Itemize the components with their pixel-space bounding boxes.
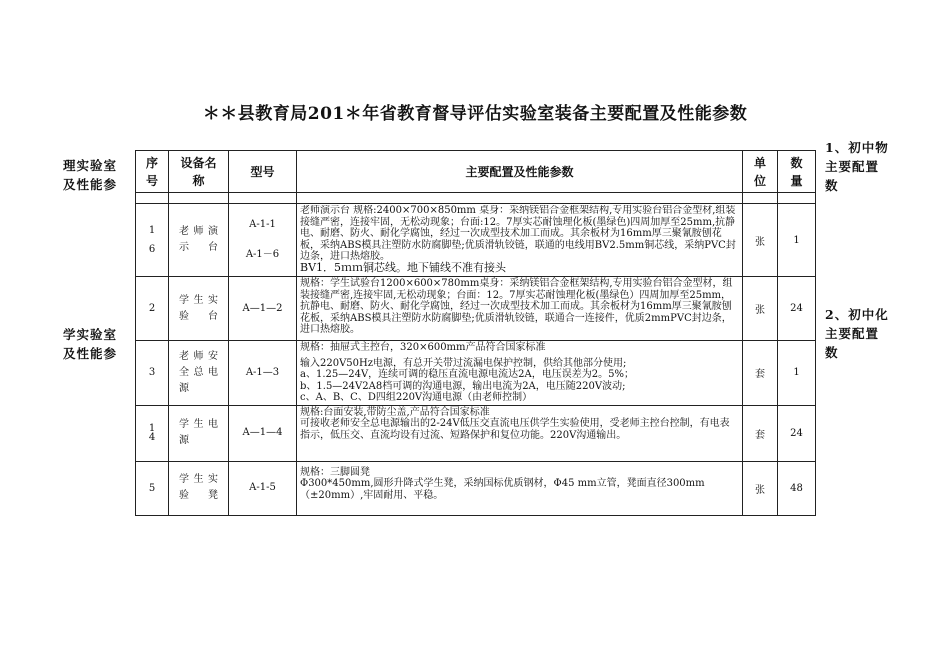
left-label-chemistry xyxy=(63,325,117,363)
right-label-line: 数 xyxy=(825,178,839,193)
row-qty: 24 xyxy=(778,277,816,341)
header-qty: 数 量 xyxy=(778,151,816,193)
row-qty: 48 xyxy=(778,461,816,515)
table-row xyxy=(136,405,816,461)
table-row xyxy=(136,204,816,277)
page-title: ＊＊县教育局201＊年省教育督导评估实验室装备主要配置及性能参数 xyxy=(202,104,748,124)
header-model: 型号 xyxy=(229,151,297,193)
row-params: 规格:台面安装,带防尘盖,产品符合国家标准 可接收老师安全总电源输出的2-24V低压交直流电压供学生实验使用，受老师主控台控制，有电表指示，低压交、直流均设有过流、短路保护和复位功能。220V沟通输出。 xyxy=(297,405,743,461)
left-label-line: 及性能参 xyxy=(63,346,118,361)
row-qty: 1 xyxy=(778,204,816,277)
row-model: A-1-1 A-1－6 xyxy=(229,204,297,277)
right-label-line: 2、初中化 xyxy=(825,307,889,322)
row-unit: 张 xyxy=(743,277,778,341)
header-params: 主要配置及性能参数 xyxy=(297,151,743,193)
right-label-line: 1、初中物 xyxy=(825,140,889,155)
row-unit: 张 xyxy=(743,204,778,277)
equipment-table xyxy=(135,150,816,516)
right-label-physics xyxy=(825,138,889,195)
right-label-line: 主要配置 xyxy=(825,326,880,341)
row-qty: 1 xyxy=(778,341,816,406)
row-name: 学 生 电 源 xyxy=(169,405,229,461)
header-unit: 单 位 xyxy=(743,151,778,193)
table-row xyxy=(136,277,816,341)
row-unit: 套 xyxy=(743,341,778,406)
left-label-line: 及性能参 xyxy=(63,177,118,192)
row-seq: 2 xyxy=(136,277,169,341)
row-params: 规格：抽屉式主控台，320×600mm产品符合国家标准 输入220V50Hz电源，有总开关带过流漏电保护控制，供给其他部分使用; a、1.25—24V，连续可调的稳压直流电源电流达2A，电压误差为2。5%； b、1.5—24V2A8档可调的沟通电源，输出电流为2A，电压随220V波动; c、A、B、C、D四组220V沟通电源（由老师控制） xyxy=(297,341,743,406)
row-params: 规格：学生试验台1200×600×780mm桌身：采纳镁铝合金框架结构,专用实验台铝合金型材，组装接缝严密,连接牢固,无松动现象；台面：12。7厚实芯耐蚀理化板(墨绿色）四周加厚至25mm，抗静电、耐磨、防火、耐化学腐蚀，经过一次成型技术加工而成。其余板材为16mm厚三聚氰胺刨花板，采纳ABS模具注塑防水防腐脚垫;优质滑轨铰链，联通合一连接件，优质2mmPVC封边条，进口热熔胶。 xyxy=(297,277,743,341)
row-model: A—1—4 xyxy=(229,405,297,461)
row-model: A-1—3 xyxy=(229,341,297,406)
row-name: 老 师 安 全 总 电 源 xyxy=(169,341,229,406)
spacer-row xyxy=(136,193,816,204)
table-header-row xyxy=(136,151,816,193)
table-row xyxy=(136,341,816,406)
left-label-line: 学实验室 xyxy=(63,327,118,342)
header-seq: 序 号 xyxy=(136,151,169,193)
right-label-chemistry xyxy=(825,305,889,362)
table-row xyxy=(136,461,816,515)
row-model: A-1-5 xyxy=(229,461,297,515)
header-name: 设备名 称 xyxy=(169,151,229,193)
row-params: 老师演示台 规格:2400×700×850mm 桌身：采纳镁铝合金框架结构,专用实验台铝合金型材,组装接缝严密，连接牢固，无松动现象；台面:12。7厚实芯耐蚀理化板(墨绿色)四周加厚至25mm,抗静电、耐磨、防火、耐化学腐蚀，经过一次成型技术加工而成。其余板材为16mm厚三聚氰胺刨花板，采纳ABS模具注塑防水防腐脚垫;优质滑轨铰链，联通的电线用BV2.5mm铜芯线，采纳PVC封边条，进口热熔胶。 BV1．5ｍｍ铜芯线。地下铺线不准有接头 xyxy=(297,204,743,277)
row-name: 学 生 实 验凳 xyxy=(169,461,229,515)
row-unit: 张 xyxy=(743,461,778,515)
row-qty: 24 xyxy=(778,405,816,461)
row-seq: 5 xyxy=(136,461,169,515)
row-seq: 1 6 xyxy=(136,204,169,277)
left-label-line: 理实验室 xyxy=(63,158,118,173)
row-name: 老 师 演 示台 xyxy=(169,204,229,277)
row-model: A—1—2 xyxy=(229,277,297,341)
row-name: 学 生 实 验台 xyxy=(169,277,229,341)
row-params: 规格：三脚圆凳 Φ300*450mm,圆形升降式学生凳，采纳国标优质钢材，Φ45 mm立管，凳面直径300mm（±20mm）,牢固耐用、平稳。 xyxy=(297,461,743,515)
row-seq: 1 4 xyxy=(136,405,169,461)
left-label-physics xyxy=(63,156,117,194)
row-unit: 套 xyxy=(743,405,778,461)
right-label-line: 主要配置 xyxy=(825,159,880,174)
right-label-line: 数 xyxy=(825,345,839,360)
row-seq: 3 xyxy=(136,341,169,406)
